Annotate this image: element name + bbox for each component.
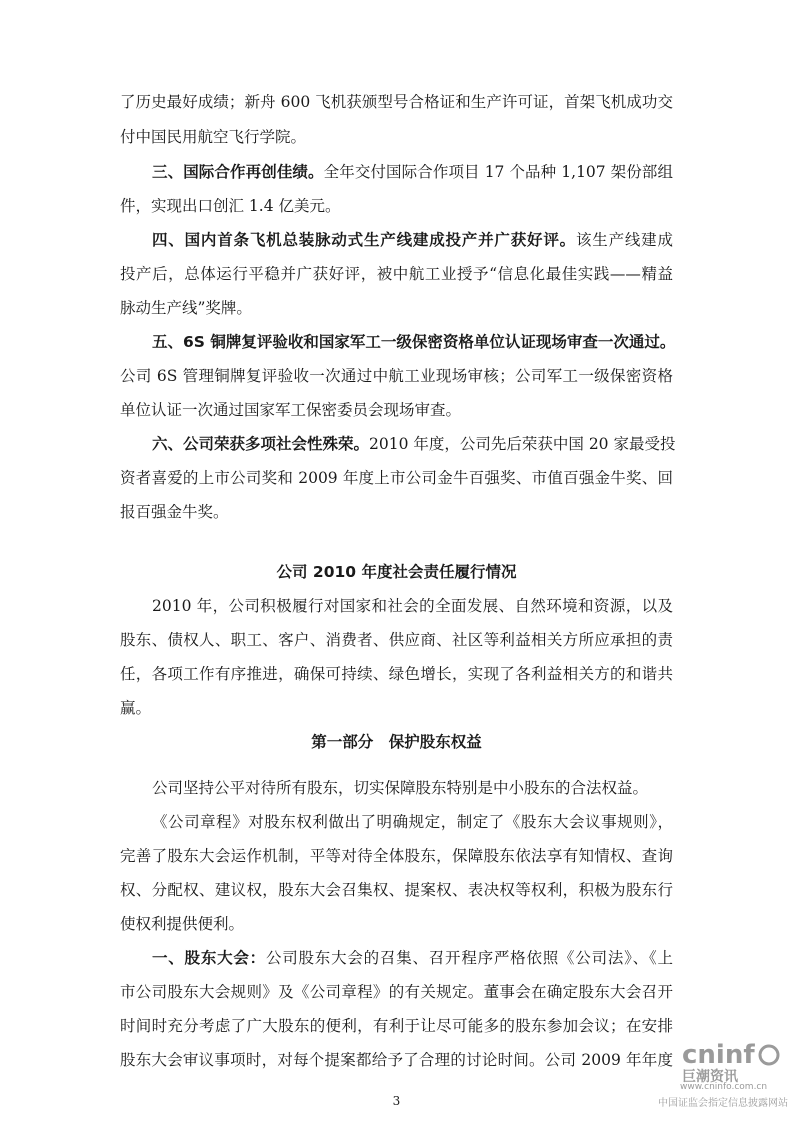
page-number: 3: [392, 1094, 401, 1108]
item-heading: 五、6S 铜牌复评验收和国家军工一级保密资格单位认证现场审查一次通过。: [152, 333, 676, 351]
paragraph-line: 2010 年，公司积极履行对国家和社会的全面发展、自然环境和资源，以及: [152, 597, 673, 615]
paragraph-line: 股东大会审议事项时，对每个提案都给予了合理的讨论时间。公司 2009 年年度: [120, 1051, 673, 1069]
item-heading: 一、股东大会：: [152, 949, 266, 967]
paragraph-line: 报百强金牛奖。: [120, 503, 229, 521]
section-heading: 公司 2010 年度社会责任履行情况: [276, 563, 517, 581]
paragraph-line: 权、分配权、建议权，股东大会召集权、提案权、表决权等权利，积极为股东行: [120, 881, 673, 899]
watermark-slogan: 中国证监会指定信息披露网站: [658, 1098, 788, 1109]
item-text: 2010 年度，公司先后荣获中国 20 家最受投: [369, 435, 676, 453]
part-heading: 第一部分 保护股东权益: [311, 733, 482, 751]
paragraph-line: 任，各项工作有序推进，确保可持续、绿色增长，实现了各利益相关方的和谐共: [120, 665, 673, 683]
paragraph-line: 使权利提供便利。: [120, 915, 245, 933]
paragraph-line: 公司 6S 管理铜牌复评验收一次通过中航工业现场审核；公司军工一级保密资格: [120, 367, 673, 385]
paragraph-line: 赢。: [120, 699, 152, 717]
paragraph-line: 时间时充分考虑了广大股东的便利，有利于让尽可能多的股东参加会议；在安排: [120, 1017, 673, 1035]
paragraph-line: 完善了股东大会运作机制，平等对待全体股东，保障股东依法享有知情权、查询: [120, 847, 673, 865]
paragraph-line: [152, 162, 673, 182]
item-text: 全年交付国际合作项目 17 个品种 1,107 架份部组: [323, 163, 673, 181]
paragraph-line: 件，实现出口创汇 1.4 亿美元。: [120, 197, 341, 215]
paragraph-line: 公司坚持公平对待所有股东，切实保障股东特别是中小股东的合法权益。: [152, 779, 649, 797]
item-heading: 六、公司荣获多项社会性殊荣。: [152, 435, 370, 453]
item-text: 公司股东大会的召集、召开程序严格依照《公司法》、《上: [265, 949, 673, 967]
paragraph-line: 脉动生产线”奖牌。: [120, 299, 252, 317]
item-heading: 三、国际合作再创佳绩。: [152, 163, 324, 181]
paragraph-line: [152, 230, 673, 250]
paragraph-line: 《公司章程》对股东权利做出了明确规定，制定了《股东大会议事规则》，: [152, 813, 673, 831]
paragraph-line: 投产后，总体运行平稳并广获好评，被中航工业授予“信息化最佳实践——精益: [120, 265, 673, 283]
paragraph-line: 市公司股东大会规则》及《公司章程》的有关规定。董事会在确定股东大会召开: [120, 983, 673, 1001]
swirl-icon: [758, 1044, 780, 1070]
item-heading: 四、国内首条飞机总装脉动式生产线建成投产并广获好评。: [152, 231, 576, 249]
paragraph-line: 单位认证一次通过国家军工保密委员会现场审查。: [120, 401, 462, 419]
paragraph-line: [152, 434, 676, 454]
watermark-brand: 巨潮资讯: [682, 1069, 738, 1085]
watermark-logo: cninf: [682, 1040, 755, 1070]
paragraph-line: 付中国民用航空飞行学院。: [120, 128, 307, 146]
paragraph-line: 了历史最好成绩；新舟 600 飞机获颁型号合格证和生产许可证，首架飞机成功交: [120, 93, 673, 111]
watermark-url: www.cninfo.com.cn: [680, 1082, 768, 1092]
paragraph-line: [152, 948, 673, 968]
item-text: 该生产线建成: [575, 231, 673, 249]
paragraph-line: 股东、债权人、职工、客户、消费者、供应商、社区等利益相关方所应承担的责: [120, 631, 673, 649]
paragraph-line: 资者喜爱的上市公司奖和 2009 年度上市公司金牛百强奖、市值百强金牛奖、回: [120, 469, 673, 487]
